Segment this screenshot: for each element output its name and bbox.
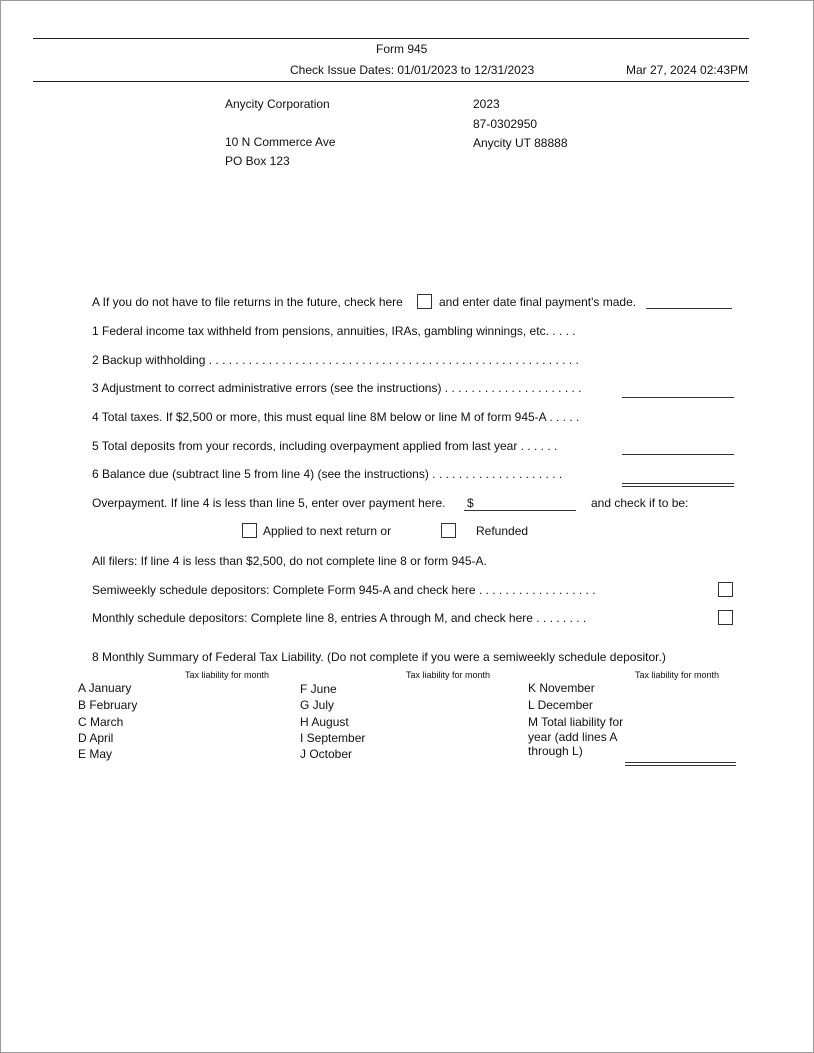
month-f: F June <box>300 682 337 696</box>
line-1-text: 1 Federal income tax withheld from pensions, annuities, IRAs, gambling winnings, etc. . . . . <box>92 324 576 338</box>
month-g: G July <box>300 698 335 712</box>
line-6-text: 6 Balance due (subtract line 5 from line 4) (see the instructions) . . . . . . . . . . . . . . . . . . . . <box>92 467 563 481</box>
total-liability-label-2: year (add lines A <box>528 730 618 744</box>
final-return-checkbox[interactable] <box>417 294 432 309</box>
employer-address-line1: 10 N Commerce Ave <box>225 135 336 149</box>
month-j: J October <box>300 747 353 761</box>
overpayment-text: Overpayment. If line 4 is less than line 5, enter over payment here. <box>92 496 446 510</box>
check-if-text: and check if to be: <box>591 496 689 510</box>
month-d: D April <box>78 731 114 745</box>
refunded-label: Refunded <box>476 524 529 538</box>
total-liability-label-1: M Total liability for <box>528 715 624 729</box>
col-header-2: Tax liability for month <box>406 670 491 680</box>
month-i: I September <box>300 731 366 745</box>
total-liability-label-3: through L) <box>528 744 583 758</box>
header-top-rule <box>33 38 749 39</box>
line-2-text: 2 Backup withholding . . . . . . . . . . . . . . . . . . . . . . . . . . . . . . . . . . . . . . . . . . . . . . . . . . . . . . . . <box>92 353 579 367</box>
line-3-amount-field[interactable] <box>622 397 734 398</box>
monthly-text: Monthly schedule depositors: Complete line 8, entries A through M, and check here . . . . . . . . <box>92 611 587 625</box>
overpayment-amount-field[interactable] <box>464 510 576 511</box>
line-a-text-after: and enter date final payment's made. <box>439 295 637 309</box>
employer-ein: 87-0302950 <box>473 117 538 131</box>
all-filers-text: All filers: If line 4 is less than $2,500, do not complete line 8 or form 945-A. <box>92 554 487 568</box>
month-k: K November <box>528 681 595 695</box>
month-h: H August <box>300 715 349 729</box>
refunded-checkbox[interactable] <box>441 523 456 538</box>
tax-year: 2023 <box>473 97 500 111</box>
month-b: B February <box>78 698 138 712</box>
applied-label: Applied to next return or <box>263 524 392 538</box>
col-header-3: Tax liability for month <box>635 670 720 680</box>
line-6-amount-field[interactable] <box>622 483 734 487</box>
employer-name: Anycity Corporation <box>225 97 330 111</box>
month-l: L December <box>528 698 593 712</box>
applied-to-next-return-checkbox[interactable] <box>242 523 257 538</box>
total-liability-field[interactable] <box>625 762 736 766</box>
semiweekly-depositor-checkbox[interactable] <box>718 582 733 597</box>
line-5-amount-field[interactable] <box>622 454 734 455</box>
month-c: C March <box>78 715 124 729</box>
line-a-text: A If you do not have to file returns in the future, check here <box>92 295 403 309</box>
line-3-text: 3 Adjustment to correct administrative errors (see the instructions) . . . . . . . . . . . . . . . . . . . . . <box>92 381 582 395</box>
summary-title: 8 Monthly Summary of Federal Tax Liability. (Do not complete if you were a semiweekly schedule depositor.) <box>92 650 666 664</box>
employer-address-line2: PO Box 123 <box>225 154 290 168</box>
dollar-sign: $ <box>467 496 474 510</box>
semiweekly-text: Semiweekly schedule depositors: Complete Form 945-A and check here . . . . . . . . . . . . . . . . . . <box>92 583 596 597</box>
month-a: A January <box>78 681 132 695</box>
check-issue-dates: Check Issue Dates: 01/01/2023 to 12/31/2023 <box>290 63 535 77</box>
employer-city-state-zip: Anycity UT 88888 <box>473 136 568 150</box>
final-payment-date-field[interactable] <box>646 308 732 309</box>
month-e: E May <box>78 747 113 761</box>
line-4-text: 4 Total taxes. If $2,500 or more, this must equal line 8M below or line M of form 945-A . . . . . <box>92 410 580 424</box>
monthly-depositor-checkbox[interactable] <box>718 610 733 625</box>
run-datetime: Mar 27, 2024 02:43PM <box>626 63 749 77</box>
col-header-1: Tax liability for month <box>185 670 270 680</box>
form-title: Form 945 <box>376 42 428 56</box>
header-bottom-rule <box>33 81 749 82</box>
line-5-text: 5 Total deposits from your records, including overpayment applied from last year . . . . . . <box>92 439 558 453</box>
